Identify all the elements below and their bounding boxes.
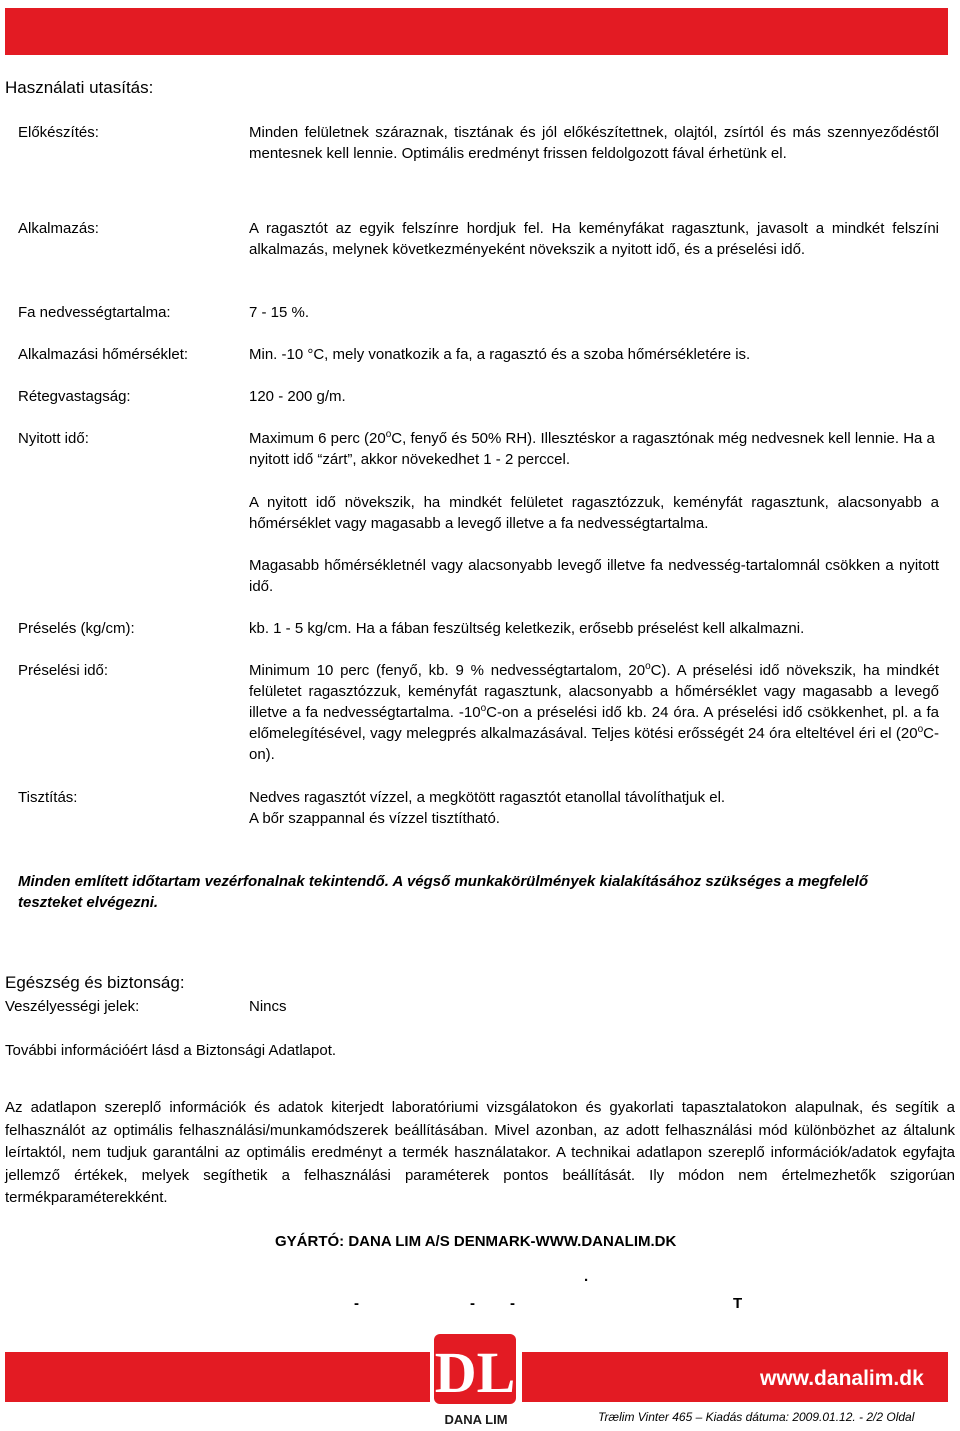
layer-value: 120 - 200 g/m. xyxy=(249,388,346,405)
guideline-note: Minden említett időtartam vezérfonalnak tekintendő. A végső munkakörülmények kialakításához szükséges a megfelelő teszteket elvégezni. xyxy=(18,873,868,911)
press-time-value: Minimum 10 perc (fenyő, kb. 9 % nedvességtartalom, 20$^o$C). A préselési idő növekszik, ha mindkét felületet ragasztózzuk, keményfát ragasztunk, alacsonyabb a hőmérséklet vagy magasabb a levegő illetve a fa nedvességtartalma. -10$^o$C-on a préselési idő kb. 24 óra. A préselési idő csökkenhet, pl. a fa előmelegítésével, vagy melegprés alkalmazásával. Teljes kötési erősségét 24 óra elteltével éri el (20$^o$C-on). xyxy=(249,661,939,763)
moisture-label: Fa nedvességtartalma: xyxy=(18,304,171,321)
fragment-dash-3: - xyxy=(510,1295,515,1312)
disclaimer: Az adatlapon szereplő információk és adatok kiterjedt laboratóriumi vizsgálatokon és gyakorlati tapasztalatokon alapulnak, és segítik a felhasználót az optimális felhasználási/munkamódszerek beállításában. Mivel azonban, az adott felhasználási mód különbözhet az általunk leírtaktól, nem tudjuk garantálni az optimális eredményt a termék használatakor. A technikai adatlapon szereplő információk/adatok egyfajta jellemző értékek, melyek segíthetik a felhasználási paraméterek pontos beállítását. Ily módon nem értelmezhetők szigorúan termékparaméterekként. xyxy=(5,1099,955,1206)
health-title: Egészség és biztonság: xyxy=(5,973,185,992)
clean-line-2: A bőr szappannal és vízzel tisztítható. xyxy=(249,810,500,827)
press-time-label: Préselési idő: xyxy=(18,662,109,679)
temp-label: Alkalmazási hőmérséklet: xyxy=(18,346,189,363)
hazard-label: Veszélyességi jelek: xyxy=(5,998,140,1015)
prep-label: Előkészítés: xyxy=(18,124,99,141)
moisture-value: 7 - 15 %. xyxy=(249,304,310,321)
apply-value: A ragasztót az egyik felszínre hordjuk fel. Ha keményfákat ragasztunk, javasolt a mindkét felszíni alkalmazás, melynek következményeként növekszik a nyitott idő, és a préselési idő. xyxy=(249,220,939,258)
more-info: További információért lásd a Biztonsági Adatlapot. xyxy=(5,1042,337,1059)
fragment-dot: . xyxy=(584,1268,589,1285)
hazard-value: Nincs xyxy=(249,998,287,1015)
apply-label: Alkalmazás: xyxy=(18,220,99,237)
manufacturer: GYÁRTÓ: DANA LIM A/S DENMARK-WWW.DANALIM.DK xyxy=(275,1233,677,1250)
footer-note: Trælim Vinter 465 – Kiadás dátuma: 2009.01.12. - 2/2 Oldal xyxy=(598,1410,915,1424)
open-time-label: Nyitott idő: xyxy=(18,430,89,447)
open-time-value-1: Maximum 6 perc (20$^o$C, fenyő és 50% RH). Illesztéskor a ragasztónak még nedvesnek kell lennie. Ha a nyitott idő “zárt”, akkor növekedhet 1 - 2 perccel. xyxy=(249,429,935,468)
temp-value: Min. -10 °C, mely vonatkozik a fa, a ragasztó és a szoba hőmérsékletére is. xyxy=(249,346,751,363)
open-time-value-3: Magasabb hőmérsékletnél vagy alacsonyabb levegő illetve fa nedvesség-tartalomnál csökken a nyitott idő. xyxy=(249,557,939,595)
fragment-dash-2: - xyxy=(470,1295,475,1312)
prep-value: Minden felületnek száraznak, tisztának és jól előkészítettnek, olajtól, zsírtól és más szennyeződéstől mentesnek kell lennie. Optimális eredményt frissen feldolgozott fával érhetünk el. xyxy=(249,124,939,162)
clean-label: Tisztítás: xyxy=(18,789,78,806)
dana-lim-logo xyxy=(430,1330,522,1428)
logo-text: DANA LIM xyxy=(444,1412,508,1427)
clean-line-1: Nedves ragasztót vízzel, a megkötött ragasztót etanollal távolíthatjuk el. xyxy=(249,789,726,806)
fragment-t: T xyxy=(733,1295,743,1312)
section-heading: Használati utasítás: xyxy=(5,78,154,97)
fragment-dash-1: - xyxy=(354,1295,359,1312)
logo-mark: DL xyxy=(434,1340,516,1405)
press-value: kb. 1 - 5 kg/cm. Ha a fában feszültség keletkezik, erősebb préselést kell alkalmazni. xyxy=(249,620,805,637)
layer-label: Rétegvastagság: xyxy=(18,388,131,405)
website-link[interactable]: www.danalim.dk xyxy=(760,1367,924,1390)
press-label: Préselés (kg/cm): xyxy=(18,620,135,637)
header-red-bar xyxy=(5,8,948,55)
open-time-value-2: A nyitott idő növekszik, ha mindkét felületet ragasztózzuk, keményfát ragasztunk, alacsonyabb a hőmérséklet vagy magasabb a levegő illetve a fa nedvességtartalma. xyxy=(249,494,939,532)
